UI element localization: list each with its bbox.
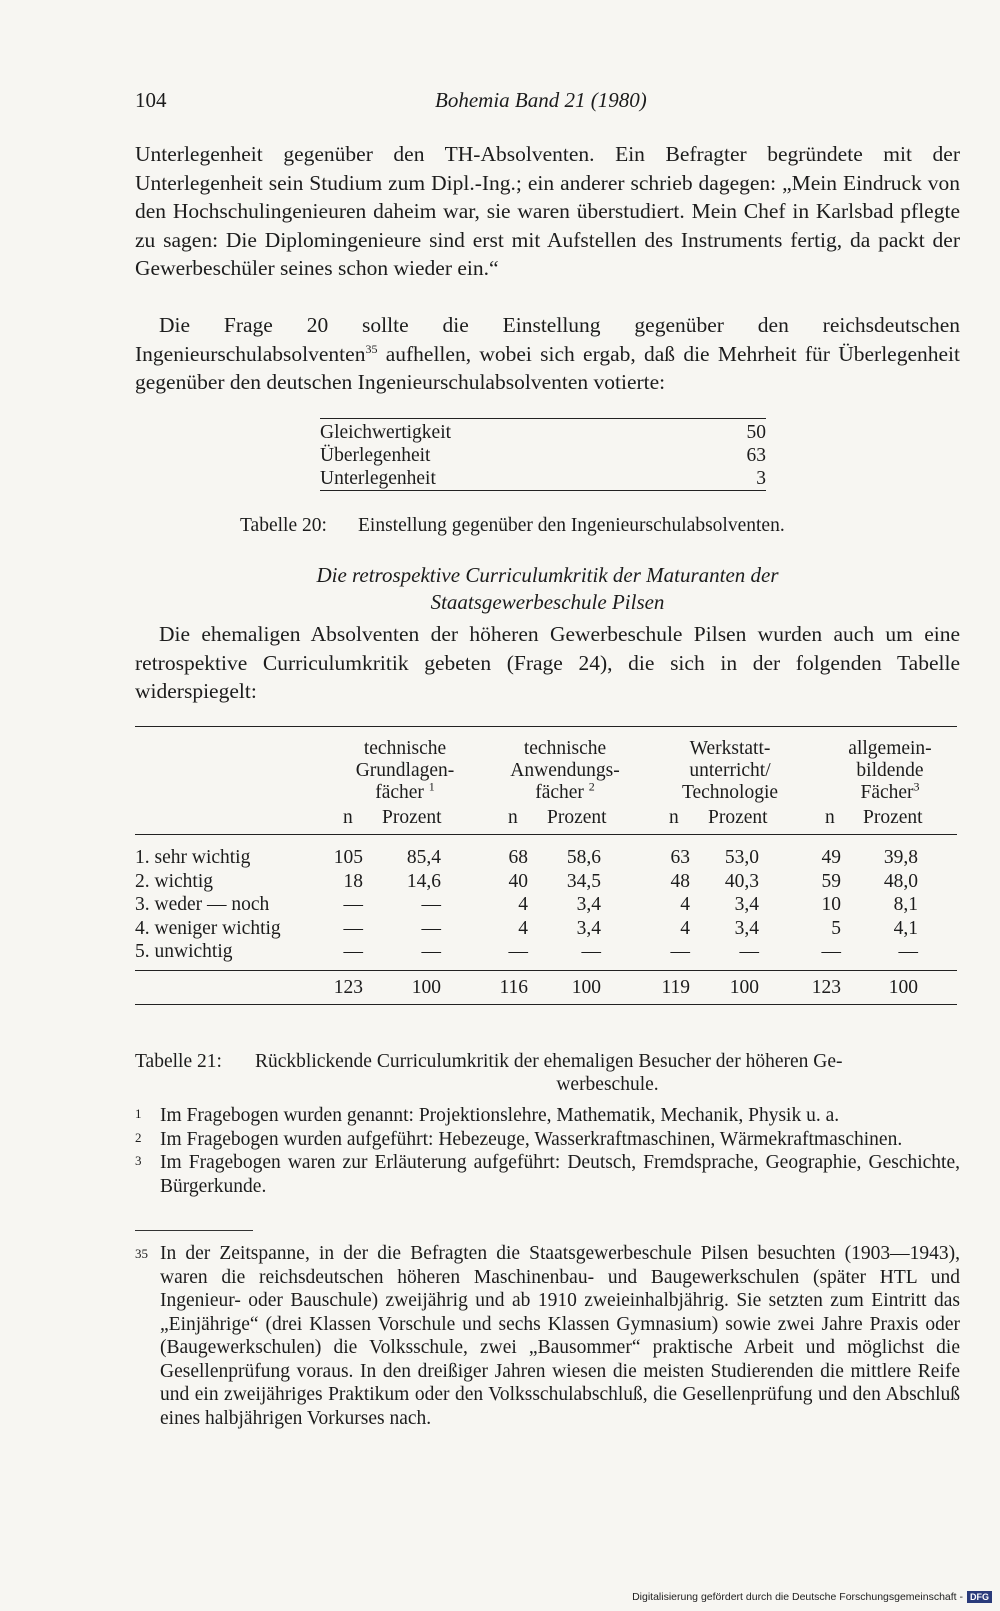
footnote-text: Im Fragebogen wurden genannt: Projektionslehre, Mathematik, Mechanik, Physik u. a. xyxy=(160,1105,840,1126)
footnote-mark: 2 xyxy=(135,1129,142,1145)
header-line: Technologie xyxy=(681,782,779,803)
row-label: 4. weniger wichtig xyxy=(135,917,281,939)
table-cell: 3,4 xyxy=(576,917,601,939)
running-header: Bohemia Band 21 (1980) xyxy=(435,88,647,112)
footnote-mark: 3 xyxy=(135,1153,142,1168)
footnote-mark: 1 xyxy=(135,1106,142,1121)
header-text: fächer xyxy=(375,782,424,803)
table-rule-header xyxy=(135,834,957,835)
dfg-logo: DFG xyxy=(967,1591,992,1603)
table-cell: 49 xyxy=(821,847,841,868)
subheader-n: n xyxy=(669,807,679,828)
row-value: 63 xyxy=(746,445,766,466)
section-title-line-2: Staatsgewerbeschule Pilsen xyxy=(430,590,665,614)
table-21-caption xyxy=(135,1050,960,1096)
paragraph-2-text xyxy=(135,311,960,397)
header-line: allgemein- xyxy=(848,738,932,759)
table-cell: 85,4 xyxy=(406,847,441,868)
table-cell: 48,0 xyxy=(883,870,918,892)
header-line: Werkstatt- xyxy=(689,738,771,759)
table-cell: — xyxy=(421,941,441,962)
table-row xyxy=(320,467,766,490)
column-group-header xyxy=(330,738,480,804)
section-title-line-1: Die retrospektive Curriculumkritik der Maturanten der xyxy=(316,563,779,587)
table-cell: — xyxy=(343,941,363,962)
header-line: bildende xyxy=(856,760,924,781)
total-cell: 100 xyxy=(888,977,918,998)
paragraph-1 xyxy=(135,140,960,283)
subheader-percent: Prozent xyxy=(382,807,442,828)
header-line xyxy=(490,779,640,804)
row-label: Gleichwertigkeit xyxy=(320,422,452,443)
footnote-mark: 35 xyxy=(135,1246,148,1261)
paragraph-2 xyxy=(135,311,960,397)
subheader-percent: Prozent xyxy=(708,807,768,828)
table-cell: — xyxy=(421,917,441,939)
caption-text: Einstellung gegenüber den Ingenieurschulabsolventen. xyxy=(358,515,785,536)
header-line: Grundlagen- xyxy=(355,760,455,781)
table-cell: 59 xyxy=(821,870,841,892)
table-cell: 40,3 xyxy=(724,870,759,892)
column-group-header xyxy=(815,738,965,804)
table-cell: 18 xyxy=(343,870,363,892)
footnote-text: In der Zeitspanne, in der die Befragten die Staatsgewerbeschule Pilsen besuchten (1903—1943), waren die reichsdeutschen höheren Maschinenbau- und Baugewerkschulen (später HTL und Ingenieur- oder Bauschule) zweijährig und ab 1910 zweieinhalbjährig. Sie setzten zum Eintritt das „Einjährige“ (drei Klassen Vorschule und sechs Klassen Gymnasium) sowie zwei Jahre Praxis oder (Baugewerkschulen) die Volksschule, zwei „Bausommer“ praktische Arbeit und möglichst die Gesellenprüfung voraus. In den dreißiger Jahren wiesen die meisten Studierenden die mittlere Reife und ein zweijähriges Praktikum oder den Volksschulabschluß, die Gesellenprüfung und den Abschluß eines halbjährigen Vorkurses nach. xyxy=(160,1243,960,1429)
header-text: Fächer xyxy=(860,782,914,803)
row-value: 3 xyxy=(756,468,766,489)
caption-line-1: Rückblickende Curriculumkritik der ehemaligen Besucher der höheren Ge- xyxy=(255,1051,843,1072)
table-cell: 34,5 xyxy=(566,870,601,892)
subheader-percent: Prozent xyxy=(863,807,923,828)
total-cell: 100 xyxy=(411,977,441,998)
header-line xyxy=(815,779,965,804)
footnote-text: Im Fragebogen waren zur Erläuterung aufgeführt: Deutsch, Fremdsprache, Geographie, Geschichte, Bürgerkunde. xyxy=(160,1152,960,1197)
paragraph-3 xyxy=(135,620,960,706)
table-cell: 4 xyxy=(518,917,528,939)
caption-line-2: werbeschule. xyxy=(556,1074,659,1095)
footnote-mark[interactable]: 3 xyxy=(913,779,920,794)
row-value: 50 xyxy=(746,422,766,443)
total-cell: 100 xyxy=(571,977,601,998)
subheader-percent: Prozent xyxy=(547,807,607,828)
footnote-3 xyxy=(135,1151,960,1198)
table-20-caption xyxy=(240,515,785,537)
table-cell: 4,1 xyxy=(893,917,918,939)
footnote-text: Im Fragebogen wurden aufgeführt: Hebezeuge, Wasserkraftmaschinen, Wärmekraftmaschinen. xyxy=(160,1128,903,1150)
table-cell: 48 xyxy=(670,870,690,892)
total-cell: 116 xyxy=(499,977,528,998)
table-cell: 4 xyxy=(680,917,690,939)
table-cell: 3,4 xyxy=(576,894,601,915)
table-cell: 10 xyxy=(821,894,841,915)
row-label: Überlegenheit xyxy=(320,445,431,466)
footnote-mark[interactable]: 1 xyxy=(428,779,435,794)
header-line: technische xyxy=(363,738,447,759)
table-cell: — xyxy=(898,941,918,962)
table-cell: 58,6 xyxy=(566,847,601,868)
table-rule-top xyxy=(135,726,957,727)
table-cell: 63 xyxy=(670,847,690,868)
table-cell: 4 xyxy=(680,894,690,915)
total-cell: 123 xyxy=(333,977,363,998)
table-cell: 39,8 xyxy=(883,847,918,868)
table-rule-bottom xyxy=(135,1004,957,1005)
table-cell: — xyxy=(670,941,690,962)
table-cell: 68 xyxy=(508,847,528,868)
table-cell: 3,4 xyxy=(734,917,759,939)
paragraph-2-before: Die Frage 20 sollte die Einstellung gegenüber den reichsdeutschen Ingenieurschulabsolventen xyxy=(135,313,960,366)
subheader-n: n xyxy=(825,807,835,828)
header-line: unterricht/ xyxy=(689,760,771,781)
table-cell: 53,0 xyxy=(724,847,759,868)
row-label: 1. sehr wichtig xyxy=(135,847,251,868)
subheader-n: n xyxy=(508,807,518,828)
header-line: technische xyxy=(523,738,607,759)
header-text: fächer xyxy=(535,782,584,803)
table-cell: 8,1 xyxy=(893,894,918,915)
column-group-header xyxy=(490,738,640,804)
table-cell: 3,4 xyxy=(734,894,759,915)
table-cell: 14,6 xyxy=(406,870,441,892)
table-cell: 105 xyxy=(333,847,363,868)
footnote-2 xyxy=(135,1128,960,1152)
table-footnotes xyxy=(135,1104,960,1198)
caption-label: Tabelle 21: xyxy=(135,1051,222,1072)
total-cell: 119 xyxy=(661,977,690,998)
footnote-divider xyxy=(135,1230,253,1231)
header-line xyxy=(330,779,480,804)
table-rule-totals xyxy=(135,970,957,971)
table-cell: — xyxy=(581,941,601,962)
footnote-35 xyxy=(135,1242,960,1430)
table-row xyxy=(320,444,766,467)
table-20 xyxy=(320,418,766,491)
table-cell: 5 xyxy=(831,917,841,939)
total-cell: 123 xyxy=(811,977,841,998)
total-cell: 100 xyxy=(729,977,759,998)
footnote-1 xyxy=(135,1104,960,1128)
column-group-header xyxy=(655,738,805,804)
row-label: Unterlegenheit xyxy=(320,468,436,489)
footnote-mark[interactable]: 2 xyxy=(588,779,595,794)
paragraph-3-text: Die ehemaligen Absolventen der höheren Gewerbeschule Pilsen wurden auch um eine retrospektive Curriculumkritik gebeten (Frage 24), die sich in der folgenden Tabelle widerspiegelt: xyxy=(135,622,960,703)
footer-text: Digitalisierung gefördert durch die Deutsche Forschungsgemeinschaft - xyxy=(632,1591,963,1603)
caption-label: Tabelle 20: xyxy=(240,515,327,536)
table-cell: — xyxy=(343,894,363,915)
footnote-ref-35[interactable]: 35 xyxy=(365,341,378,356)
table-cell: — xyxy=(821,941,841,962)
table-cell: — xyxy=(343,917,363,939)
table-cell: — xyxy=(421,894,441,915)
row-label: 3. weder — noch xyxy=(135,894,270,915)
header-line: Anwendungs- xyxy=(510,760,620,781)
subheader-n: n xyxy=(343,807,353,828)
table-row xyxy=(320,421,766,444)
paragraph-1-text: Unterlegenheit gegenüber den TH-Absolventen. Ein Befragter begründete mit der Unterlegenheit sein Studium zum Dipl.-Ing.; ein anderer schrieb dagegen: „Mein Eindruck von den Hochschulingenieuren daheim war, sie waren überstudiert. Mein Chef in Karlsbad pflegte zu sagen: Die Diplomingenieure sind erst mit Aufstellen des Instruments fertig, da packt der Gewerbeschüler seines schon wieder ein.“ xyxy=(135,142,960,280)
section-title xyxy=(135,562,960,616)
table-cell: 4 xyxy=(518,894,528,915)
paragraph-2-after: aufhellen, wobei sich ergab, daß die Mehrheit für Überlegenheit gegenüber den deutschen Ingenieurschulabsolventen votierte: xyxy=(135,341,961,394)
row-label: 2. wichtig xyxy=(135,870,213,892)
row-label: 5. unwichtig xyxy=(135,941,233,962)
table-cell: — xyxy=(739,941,759,962)
table-cell: — xyxy=(508,941,528,962)
page-number: 104 xyxy=(135,88,167,112)
table-cell: 40 xyxy=(508,870,528,892)
digitization-footer xyxy=(632,1591,992,1603)
